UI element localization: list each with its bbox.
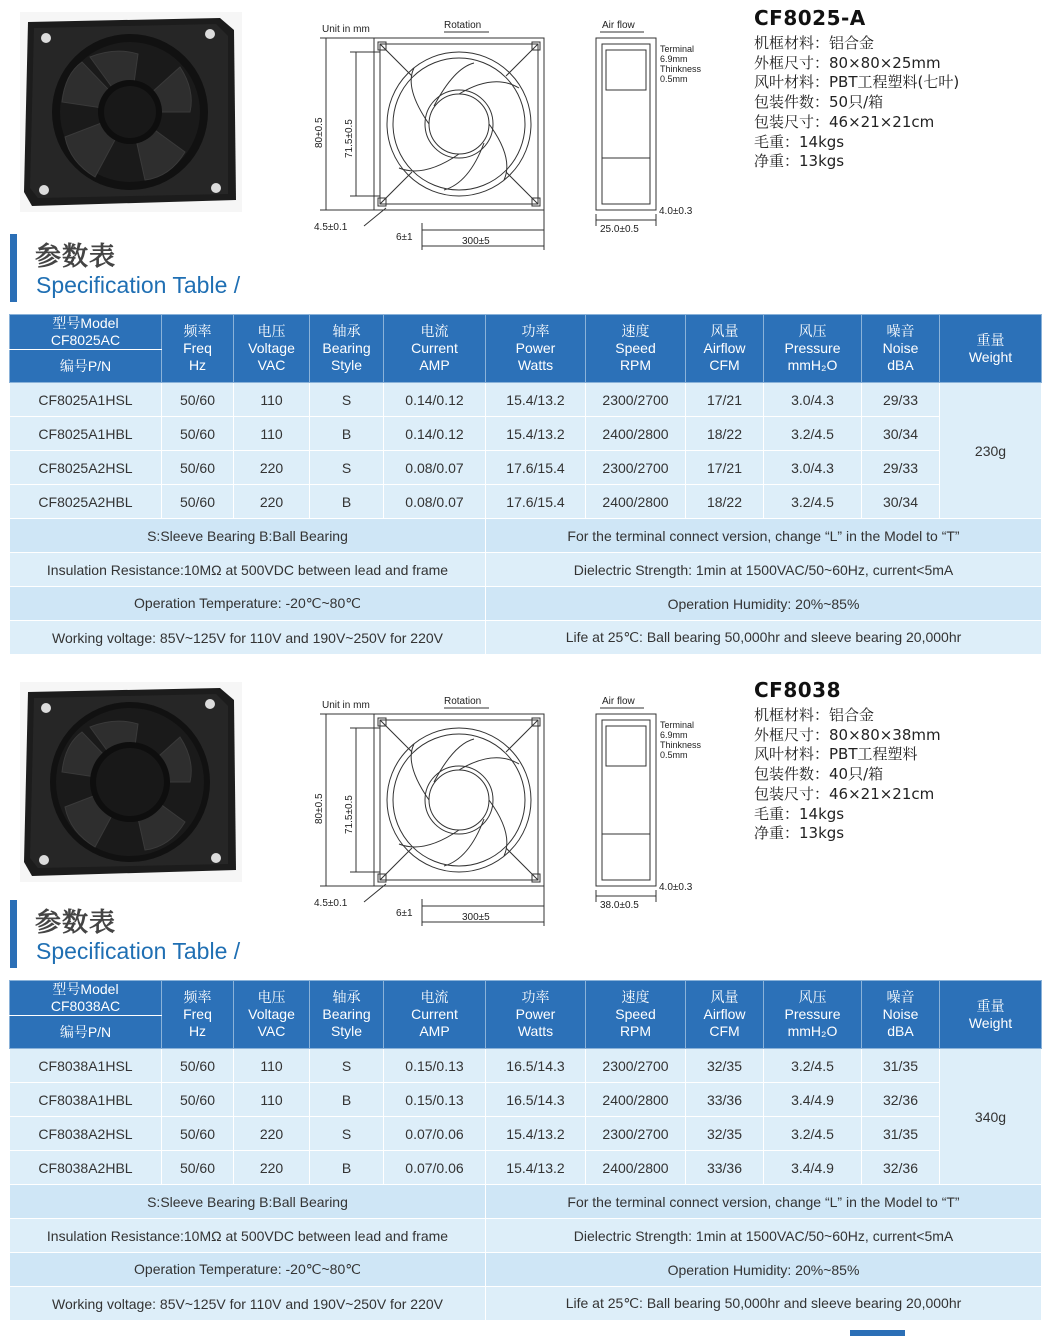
note-row xyxy=(10,1219,1042,1253)
cell: 50/60 xyxy=(162,1049,234,1083)
cell: 3.0/4.3 xyxy=(764,383,862,417)
weight-cell: 230g xyxy=(940,383,1042,519)
info-line: 外框尺寸：80×80×25mm xyxy=(754,53,941,72)
cell: 50/60 xyxy=(162,451,234,485)
cell: 220 xyxy=(234,485,310,519)
pn-header: 编号P/N xyxy=(10,1016,162,1049)
note-left: Working voltage: 85V~125V for 110V and 190V~250V for 220V xyxy=(10,621,486,655)
col-header-noise: 噪音 Noise dBA xyxy=(862,981,940,1049)
note-row xyxy=(10,519,1042,553)
svg-text:6±1: 6±1 xyxy=(396,232,413,243)
cell: 3.4/4.9 xyxy=(764,1151,862,1185)
svg-text:71.5±0.5: 71.5±0.5 xyxy=(344,795,355,834)
airflow-label: Air flow xyxy=(602,20,635,31)
table-row xyxy=(10,485,1042,519)
product-info xyxy=(754,6,959,172)
info-line: 机框材料：铝合金 xyxy=(754,706,875,724)
svg-text:Thinkness: Thinkness xyxy=(660,740,702,750)
cell: B xyxy=(310,485,384,519)
cell: CF8025A2HBL xyxy=(10,485,162,519)
col-header-noise: 噪音 Noise dBA xyxy=(862,315,940,383)
svg-text:6.9mm: 6.9mm xyxy=(660,730,688,740)
info-line: 包装尺寸：46×21×21cm xyxy=(754,112,935,131)
cell: 220 xyxy=(234,1151,310,1185)
model-code: CF8038AC xyxy=(50,998,121,1014)
cell: CF8038A1HBL xyxy=(10,1083,162,1117)
spec-table xyxy=(9,980,1042,1321)
col-header-freq: 频率 Freq Hz xyxy=(162,315,234,383)
note-row xyxy=(10,1253,1042,1287)
col-header-current: 电流 Current AMP xyxy=(384,981,486,1049)
svg-text:0.5mm: 0.5mm xyxy=(660,750,688,760)
cell: 33/36 xyxy=(686,1151,764,1185)
col-header-voltage: 电压 Voltage VAC xyxy=(234,315,310,383)
note-right: For the terminal connect version, change “L” in the Model to “T” xyxy=(486,1185,1042,1219)
cell: 33/36 xyxy=(686,1083,764,1117)
info-line: 外框尺寸：80×80×38mm xyxy=(754,725,941,744)
cell: 2300/2700 xyxy=(586,1117,686,1151)
col-header-weight: 重量 Weight xyxy=(940,315,1042,383)
cell: S xyxy=(310,383,384,417)
cell: CF8038A2HBL xyxy=(10,1151,162,1185)
note-right: Life at 25℃: Ball bearing 50,000hr and sleeve bearing 20,000hr xyxy=(486,621,1042,655)
cell: 50/60 xyxy=(162,417,234,451)
cell: 2400/2800 xyxy=(586,485,686,519)
cell: 220 xyxy=(234,451,310,485)
cell: 18/22 xyxy=(686,485,764,519)
col-header-airflow: 风量 Airflow CFM xyxy=(686,315,764,383)
info-line: 风叶材料：PBT工程塑料 xyxy=(754,745,918,764)
dimension-drawing-svg xyxy=(304,18,702,258)
terminal-label: Terminal xyxy=(660,720,695,730)
product-info xyxy=(754,678,941,844)
product-title: CF8038 xyxy=(754,678,842,702)
col-header-pressure: 风压 Pressure mmH₂O xyxy=(764,981,862,1049)
cell: 16.5/14.3 xyxy=(486,1049,586,1083)
col-header-voltage: 电压 Voltage VAC xyxy=(234,981,310,1049)
note-left: Insulation Resistance:10MΩ at 500VDC between lead and frame xyxy=(10,553,486,587)
heading-en: Specification Table / xyxy=(36,938,241,964)
col-header-bearing: 轴承 Bearing Style xyxy=(310,981,384,1049)
airflow-label: Air flow xyxy=(602,696,635,707)
cell: CF8025A2HSL xyxy=(10,451,162,485)
svg-text:Thinkness: Thinkness xyxy=(660,64,702,74)
dimension-drawing-svg xyxy=(304,694,702,934)
svg-text:4.0±0.3: 4.0±0.3 xyxy=(659,882,693,893)
heading-bar xyxy=(10,900,17,968)
note-left: S:Sleeve Bearing B:Ball Bearing xyxy=(10,1185,486,1219)
model-header: 型号Model CF8025AC xyxy=(10,315,162,350)
info-line: 毛重：14kgs xyxy=(754,132,845,151)
col-header-speed: 速度 Speed RPM xyxy=(586,981,686,1049)
cell: 50/60 xyxy=(162,1151,234,1185)
cell: B xyxy=(310,417,384,451)
cell: 50/60 xyxy=(162,1117,234,1151)
cell: 17.6/15.4 xyxy=(486,451,586,485)
fan-photo xyxy=(20,682,242,882)
col-header-weight: 重量 Weight xyxy=(940,981,1042,1049)
fan-photo-svg xyxy=(20,12,242,212)
note-right: Life at 25℃: Ball bearing 50,000hr and sleeve bearing 20,000hr xyxy=(486,1287,1042,1321)
svg-text:4.5±0.1: 4.5±0.1 xyxy=(314,898,348,909)
product-title: CF8025-A xyxy=(754,6,866,30)
svg-text:300±5: 300±5 xyxy=(462,236,490,247)
col-header-airflow: 风量 Airflow CFM xyxy=(686,981,764,1049)
note-right: Operation Humidity: 20%~85% xyxy=(486,587,1042,621)
note-row xyxy=(10,587,1042,621)
fan-photo xyxy=(20,12,242,212)
cell: 3.2/4.5 xyxy=(764,1117,862,1151)
note-left: Operation Temperature: -20℃~80℃ xyxy=(10,1253,486,1287)
table-row xyxy=(10,1117,1042,1151)
svg-text:80±0.5: 80±0.5 xyxy=(314,117,325,148)
cell: 2400/2800 xyxy=(586,1151,686,1185)
col-header-power: 功率 Power Watts xyxy=(486,315,586,383)
cell: 0.08/0.07 xyxy=(384,485,486,519)
svg-text:6±1: 6±1 xyxy=(396,908,413,919)
col-header-power: 功率 Power Watts xyxy=(486,981,586,1049)
weight-cell: 340g xyxy=(940,1049,1042,1185)
cell: 50/60 xyxy=(162,383,234,417)
svg-text:300±5: 300±5 xyxy=(462,912,490,923)
cell: 110 xyxy=(234,417,310,451)
cell: 3.2/4.5 xyxy=(764,1049,862,1083)
cell: 3.2/4.5 xyxy=(764,485,862,519)
cell: CF8025A1HSL xyxy=(10,383,162,417)
table-row xyxy=(10,1083,1042,1117)
note-right: Dielectric Strength: 1min at 1500VAC/50~60Hz, current<5mA xyxy=(486,1219,1042,1253)
cell: 2400/2800 xyxy=(586,1083,686,1117)
cell: 0.14/0.12 xyxy=(384,383,486,417)
cell: 0.07/0.06 xyxy=(384,1117,486,1151)
note-left: Working voltage: 85V~125V for 110V and 190V~250V for 220V xyxy=(10,1287,486,1321)
cell: 29/33 xyxy=(862,451,940,485)
cell: 110 xyxy=(234,1049,310,1083)
cell: 0.08/0.07 xyxy=(384,451,486,485)
note-right: For the terminal connect version, change “L” in the Model to “T” xyxy=(486,519,1042,553)
fan-photo-svg xyxy=(20,682,242,882)
model-header: 型号Model CF8038AC xyxy=(10,981,162,1016)
heading-en: Specification Table / xyxy=(36,272,241,298)
table-row xyxy=(10,417,1042,451)
cell: 29/33 xyxy=(862,383,940,417)
info-line: 包装件数：40只/箱 xyxy=(754,765,884,784)
cell: B xyxy=(310,1083,384,1117)
info-line: 风叶材料：PBT工程塑料(七叶) xyxy=(754,73,960,92)
cell: 0.15/0.13 xyxy=(384,1049,486,1083)
note-right: Operation Humidity: 20%~85% xyxy=(486,1253,1042,1287)
cell: 31/35 xyxy=(862,1049,940,1083)
cell: CF8025A1HBL xyxy=(10,417,162,451)
cell: 32/35 xyxy=(686,1049,764,1083)
note-left: Operation Temperature: -20℃~80℃ xyxy=(10,587,486,621)
cell: 15.4/13.2 xyxy=(486,417,586,451)
cell: CF8038A2HSL xyxy=(10,1117,162,1151)
note-row xyxy=(10,621,1042,655)
depth-dim-label: 38.0±0.5 xyxy=(600,900,639,911)
product-section-cf8038 xyxy=(0,668,1048,1328)
svg-text:0.5mm: 0.5mm xyxy=(660,74,688,84)
col-header-current: 电流 Current AMP xyxy=(384,315,486,383)
svg-text:6.9mm: 6.9mm xyxy=(660,54,688,64)
col-header-freq: 频率 Freq Hz xyxy=(162,981,234,1049)
product-section-cf8025-a xyxy=(0,0,1048,660)
info-line: 包装件数：50只/箱 xyxy=(754,93,884,112)
cell: 50/60 xyxy=(162,485,234,519)
rotation-label: Rotation xyxy=(444,20,482,31)
info-line: 净重：13kgs xyxy=(754,824,845,843)
cell: 30/34 xyxy=(862,417,940,451)
cell: 32/36 xyxy=(862,1151,940,1185)
cell: 32/35 xyxy=(686,1117,764,1151)
unit-label: Unit in mm xyxy=(322,700,370,711)
cell: 31/35 xyxy=(862,1117,940,1151)
dimension-drawing xyxy=(304,694,702,938)
cell: 18/22 xyxy=(686,417,764,451)
model-code: CF8025AC xyxy=(50,332,121,348)
cell: 3.2/4.5 xyxy=(764,417,862,451)
cell: 32/36 xyxy=(862,1083,940,1117)
note-row xyxy=(10,1287,1042,1321)
info-line: 机框材料：铝合金 xyxy=(754,34,875,52)
table-row xyxy=(10,1151,1042,1185)
cell: 50/60 xyxy=(162,1083,234,1117)
note-right: Dielectric Strength: 1min at 1500VAC/50~60Hz, current<5mA xyxy=(486,553,1042,587)
cell: 17/21 xyxy=(686,383,764,417)
cell: 110 xyxy=(234,1083,310,1117)
rotation-label: Rotation xyxy=(444,696,482,707)
cell: 17/21 xyxy=(686,451,764,485)
note-row xyxy=(10,1185,1042,1219)
cell: 0.07/0.06 xyxy=(384,1151,486,1185)
dimension-drawing xyxy=(304,18,702,262)
heading-bar xyxy=(10,234,17,302)
svg-text:4.0±0.3: 4.0±0.3 xyxy=(659,206,693,217)
cell: S xyxy=(310,1049,384,1083)
col-header-speed: 速度 Speed RPM xyxy=(586,315,686,383)
heading-cn: 参数表 xyxy=(35,908,117,938)
cell: 15.4/13.2 xyxy=(486,1117,586,1151)
cell: 17.6/15.4 xyxy=(486,485,586,519)
cell: 16.5/14.3 xyxy=(486,1083,586,1117)
col-header-pressure: 风压 Pressure mmH₂O xyxy=(764,315,862,383)
info-line: 净重：13kgs xyxy=(754,152,845,171)
table-row xyxy=(10,451,1042,485)
svg-text:4.5±0.1: 4.5±0.1 xyxy=(314,222,348,233)
cell: 3.0/4.3 xyxy=(764,451,862,485)
unit-label: Unit in mm xyxy=(322,24,370,35)
note-left: Insulation Resistance:10MΩ at 500VDC between lead and frame xyxy=(10,1219,486,1253)
cell: 220 xyxy=(234,1117,310,1151)
cell: 0.15/0.13 xyxy=(384,1083,486,1117)
cell: 110 xyxy=(234,383,310,417)
cell: 2300/2700 xyxy=(586,451,686,485)
svg-text:71.5±0.5: 71.5±0.5 xyxy=(344,119,355,158)
cell: 2300/2700 xyxy=(586,383,686,417)
note-left: S:Sleeve Bearing B:Ball Bearing xyxy=(10,519,486,553)
cell: 2400/2800 xyxy=(586,417,686,451)
svg-text:80±0.5: 80±0.5 xyxy=(314,793,325,824)
cell: 15.4/13.2 xyxy=(486,383,586,417)
info-line: 毛重：14kgs xyxy=(754,804,845,823)
cell: 30/34 xyxy=(862,485,940,519)
cell: 0.14/0.12 xyxy=(384,417,486,451)
heading-cn: 参数表 xyxy=(35,242,117,272)
spec-table xyxy=(9,314,1042,655)
cell: CF8038A1HSL xyxy=(10,1049,162,1083)
table-row xyxy=(10,1049,1042,1083)
cell: S xyxy=(310,1117,384,1151)
table-row xyxy=(10,383,1042,417)
info-line: 包装尺寸：46×21×21cm xyxy=(754,784,935,803)
note-row xyxy=(10,553,1042,587)
cell: 15.4/13.2 xyxy=(486,1151,586,1185)
depth-dim-label: 25.0±0.5 xyxy=(600,224,639,235)
pn-header: 编号P/N xyxy=(10,350,162,383)
cell: B xyxy=(310,1151,384,1185)
col-header-bearing: 轴承 Bearing Style xyxy=(310,315,384,383)
cell: 2300/2700 xyxy=(586,1049,686,1083)
terminal-label: Terminal xyxy=(660,44,695,54)
cell: 3.4/4.9 xyxy=(764,1083,862,1117)
cell: S xyxy=(310,451,384,485)
page-corner-mark xyxy=(850,1330,905,1336)
